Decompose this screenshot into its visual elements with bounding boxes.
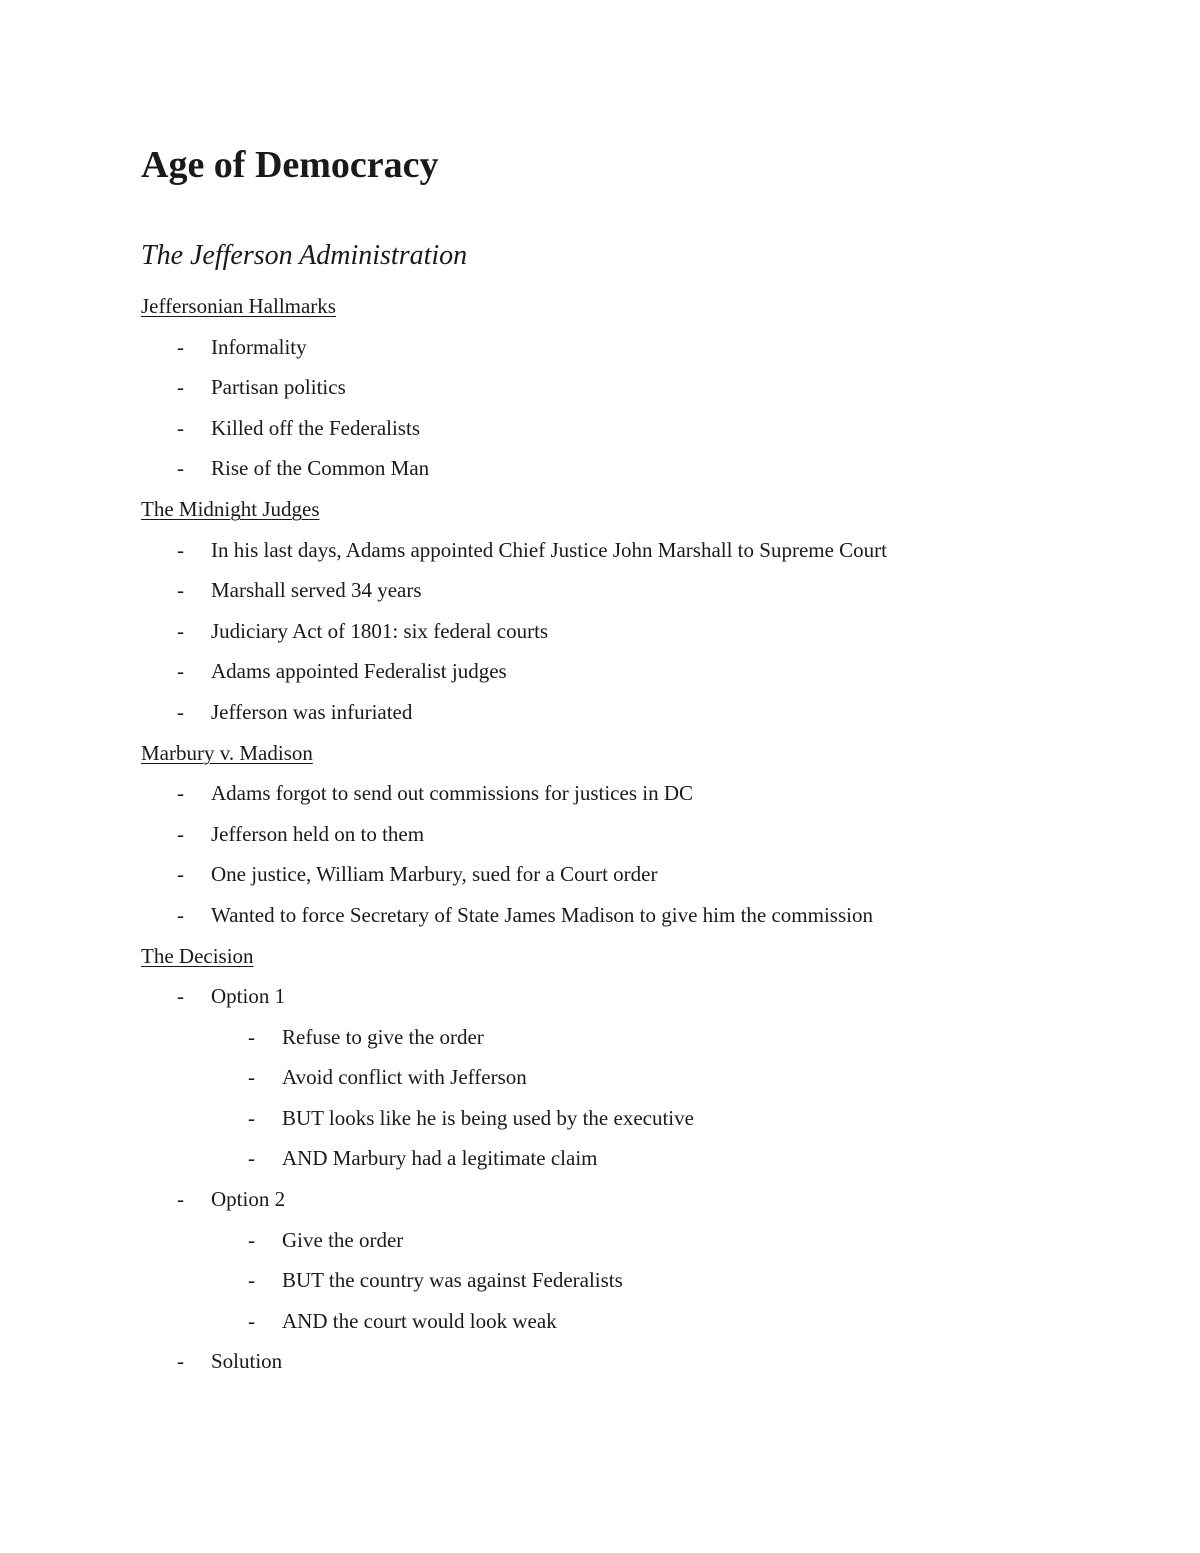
- notes-body: [141, 286, 1101, 1382]
- list-item: [141, 408, 1101, 449]
- document-subtitle: The Jefferson Administration: [141, 240, 468, 271]
- sub-list-item: [141, 1057, 1101, 1098]
- list-item: [141, 530, 1101, 571]
- sub-list-item: [141, 1260, 1101, 1301]
- list-item: [141, 692, 1101, 733]
- sub-list-item: [141, 1138, 1101, 1179]
- section-heading: [141, 733, 1101, 774]
- list-item-text: Wanted to force Secretary of State James Madison to give him the commission: [211, 902, 873, 927]
- sub-list-item-text: Give the order: [282, 1227, 404, 1252]
- list-item-text: In his last days, Adams appointed Chief Justice John Marshall to Supreme Court: [211, 537, 887, 562]
- dash-bullet: -: [248, 1105, 255, 1130]
- section-heading: [141, 489, 1101, 530]
- dash-bullet: -: [177, 1187, 184, 1212]
- dash-bullet: -: [248, 1227, 255, 1252]
- list-item: [141, 651, 1101, 692]
- sub-list-item-text: AND Marbury had a legitimate claim: [282, 1146, 598, 1171]
- list-item-text: Option 1: [211, 984, 286, 1009]
- dash-bullet: -: [177, 1349, 184, 1374]
- dash-bullet: -: [248, 1268, 255, 1293]
- list-item: [141, 611, 1101, 652]
- dash-bullet: -: [177, 375, 184, 400]
- list-item: [141, 895, 1101, 936]
- list-item-text: Marshall served 34 years: [211, 578, 422, 603]
- list-item-text: Adams appointed Federalist judges: [211, 659, 507, 684]
- list-item-text: Partisan politics: [211, 375, 346, 400]
- dash-bullet: -: [177, 456, 184, 481]
- dash-bullet: -: [177, 902, 184, 927]
- list-item-text: One justice, William Marbury, sued for a Court order: [211, 862, 658, 887]
- section-heading-text: The Decision: [141, 943, 254, 968]
- dash-bullet: -: [177, 334, 184, 359]
- dash-bullet: -: [177, 862, 184, 887]
- list-item-text: Killed off the Federalists: [211, 415, 420, 440]
- dash-bullet: -: [248, 1065, 255, 1090]
- dash-bullet: -: [177, 415, 184, 440]
- list-item: [141, 814, 1101, 855]
- list-item-text: Jefferson held on to them: [211, 821, 425, 846]
- sub-list-item-text: Avoid conflict with Jefferson: [282, 1065, 527, 1090]
- section-heading-text: Marbury v. Madison: [141, 740, 313, 765]
- dash-bullet: -: [248, 1024, 255, 1049]
- dash-bullet: -: [177, 537, 184, 562]
- list-item-text: Option 2: [211, 1187, 286, 1212]
- dash-bullet: -: [177, 781, 184, 806]
- list-item-text: Informality: [211, 334, 307, 359]
- list-item: [141, 327, 1101, 368]
- sub-list-item: [141, 1220, 1101, 1261]
- dash-bullet: -: [177, 984, 184, 1009]
- list-item-text: Rise of the Common Man: [211, 456, 430, 481]
- section-heading: [141, 286, 1101, 327]
- dash-bullet: -: [177, 821, 184, 846]
- dash-bullet: -: [248, 1308, 255, 1333]
- list-item-text: Solution: [211, 1349, 283, 1374]
- list-item: [141, 367, 1101, 408]
- dash-bullet: -: [248, 1146, 255, 1171]
- sub-list-item-text: BUT looks like he is being used by the executive: [282, 1105, 694, 1130]
- list-item: [141, 773, 1101, 814]
- dash-bullet: -: [177, 659, 184, 684]
- section-heading-text: Jeffersonian Hallmarks: [141, 294, 336, 318]
- sub-list-item: [141, 1098, 1101, 1139]
- dash-bullet: -: [177, 618, 184, 643]
- sub-list-item: [141, 1301, 1101, 1342]
- sub-list-item: [141, 1017, 1101, 1058]
- section-heading-text: The Midnight Judges: [141, 496, 320, 521]
- sub-list-item-text: AND the court would look weak: [282, 1308, 557, 1333]
- list-item-text: Judiciary Act of 1801: six federal courts: [211, 618, 549, 643]
- dash-bullet: -: [177, 578, 184, 603]
- list-item: [141, 854, 1101, 895]
- dash-bullet: -: [177, 699, 184, 724]
- section-heading: [141, 936, 1101, 977]
- list-item: [141, 448, 1101, 489]
- list-item-text: Adams forgot to send out commissions for justices in DC: [211, 781, 694, 806]
- list-item: [141, 1341, 1101, 1382]
- document-title: Age of Democracy: [141, 144, 439, 186]
- list-item: [141, 570, 1101, 611]
- sub-list-item-text: Refuse to give the order: [282, 1024, 484, 1049]
- document-page: [141, 138, 1101, 1382]
- sub-list-item-text: BUT the country was against Federalists: [282, 1268, 623, 1293]
- list-item-text: Jefferson was infuriated: [211, 699, 413, 724]
- list-item: [141, 1179, 1101, 1220]
- list-item: [141, 976, 1101, 1017]
